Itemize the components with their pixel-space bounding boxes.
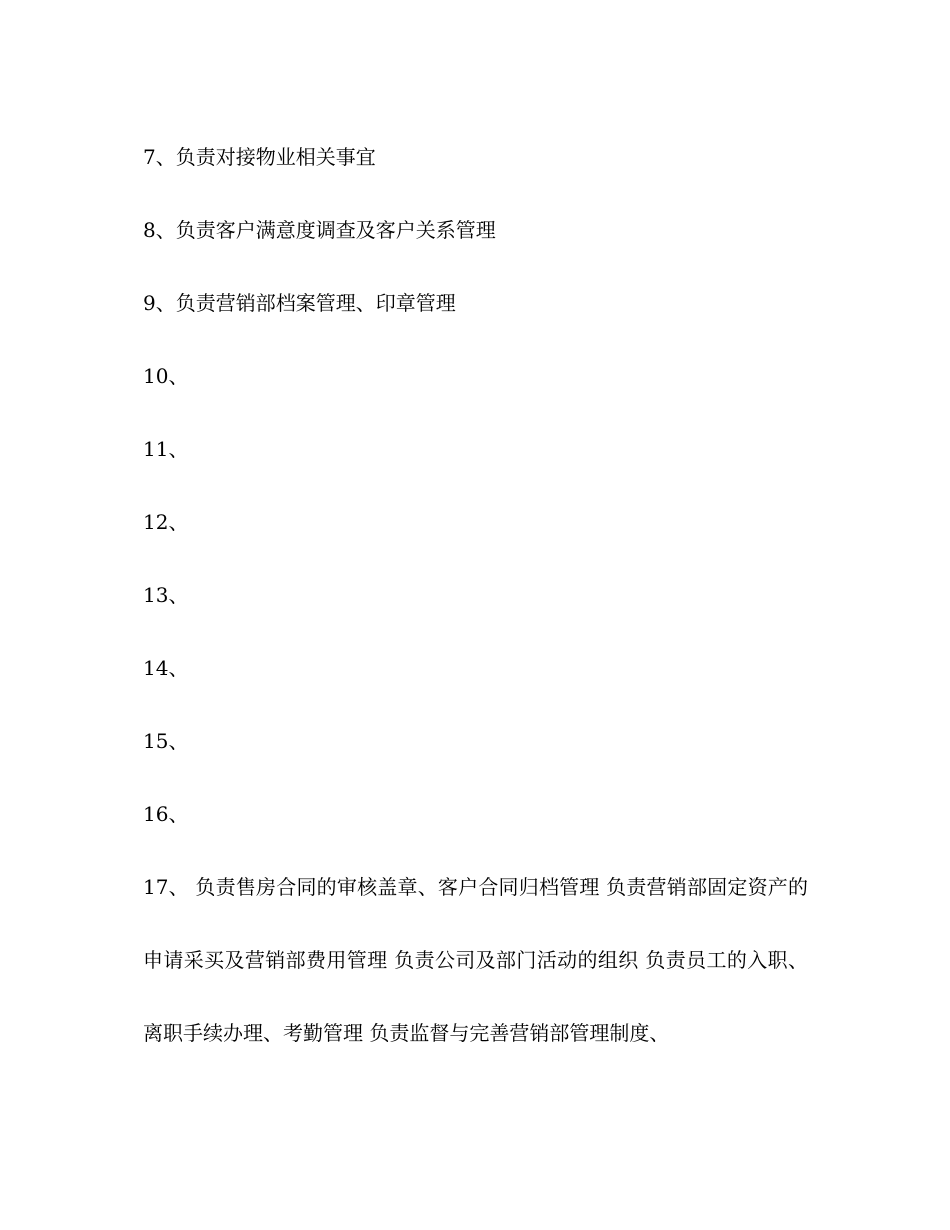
list-item: 14、 bbox=[143, 656, 189, 680]
list-item: 15、 bbox=[143, 729, 189, 753]
list-item: 8、负责客户满意度调查及客户关系管理 bbox=[143, 218, 496, 242]
list-item: 7、负责对接物业相关事宜 bbox=[143, 145, 376, 169]
list-item: 16、 bbox=[143, 802, 189, 826]
document-body bbox=[143, 139, 808, 1070]
list-item: 12、 bbox=[143, 510, 189, 534]
list-item: 9、负责营销部档案管理、印章管理 bbox=[143, 291, 456, 315]
list-item: 11、 bbox=[143, 437, 189, 461]
paragraph-item-17: 17、 负责售房合同的审核盖章、客户合同归档管理 负责营销部固定资产的申请采买及营销部费用管理 负责公司及部门活动的组织 负责员工的入职、离职手续办理、考勤管理 负责监督与完善营销部管理制度、 bbox=[143, 875, 808, 1045]
list-item: 10、 bbox=[143, 364, 189, 388]
list-item: 13、 bbox=[143, 583, 189, 607]
